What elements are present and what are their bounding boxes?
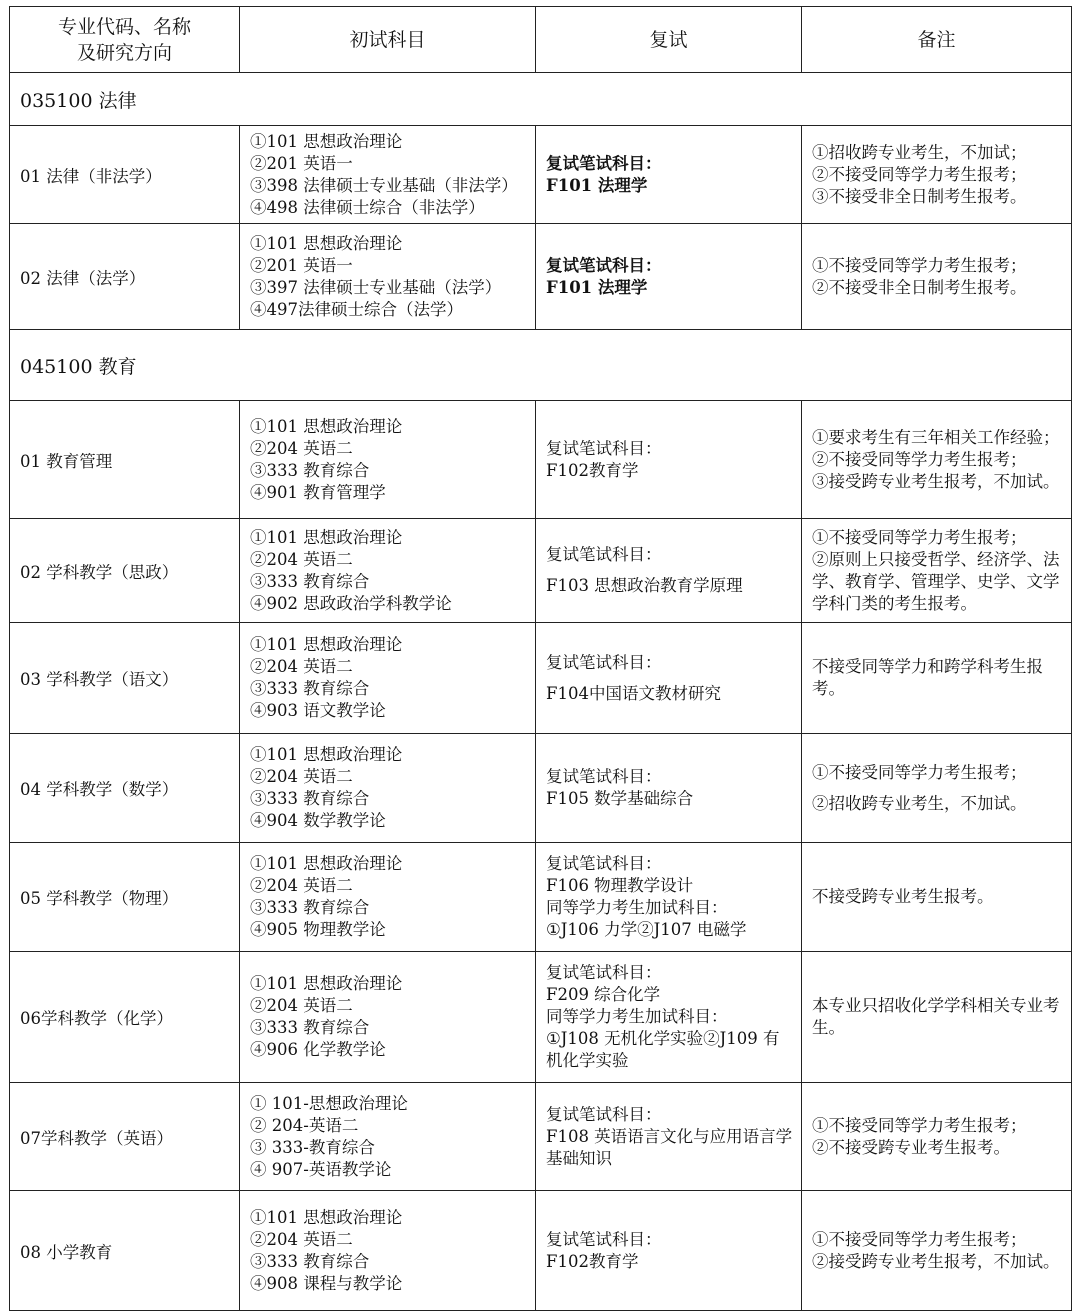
remarks: [802, 401, 1072, 519]
exam-subjects: [240, 519, 536, 623]
retest-subjects-line: 复试笔试科目：: [546, 1104, 662, 1124]
header-exam: 初试科目: [240, 7, 536, 73]
table-row: [10, 1191, 1072, 1311]
remarks-line: ②不接受跨专业考生报考。: [812, 1137, 1010, 1157]
retest-subjects: [536, 1083, 802, 1191]
remarks-line: ①招收跨专业考生，不加试；: [812, 142, 1027, 162]
remarks: [802, 734, 1072, 843]
exam-subjects-line: ①101 思想政治理论: [250, 854, 403, 873]
remarks: [802, 623, 1072, 734]
remarks: [802, 952, 1072, 1083]
remarks-line: ①不接受同等学力考生报考；: [812, 1115, 1027, 1135]
exam-subjects-line: ③333 教育综合: [250, 1018, 370, 1037]
exam-subjects: [240, 1191, 536, 1311]
major-name: 03 学科教学（语文）: [10, 623, 240, 734]
major-name: 02 学科教学（思政）: [10, 519, 240, 623]
retest-subjects: [536, 126, 802, 224]
remarks-line: ①不接受同等学力考生报考；: [812, 762, 1027, 782]
retest-subjects: [536, 843, 802, 952]
exam-subjects-line: ④906 化学教学论: [250, 1040, 386, 1059]
remarks: [802, 519, 1072, 623]
retest-subjects-line: ①J106 力学②J107 电磁学: [546, 920, 747, 939]
exam-subjects-line: ③333 教育综合: [250, 679, 370, 698]
retest-subjects: [536, 952, 802, 1083]
remarks-line: ①不接受同等学力考生报考；: [812, 527, 1027, 547]
exam-subjects-line: ①101 思想政治理论: [250, 527, 403, 547]
retest-subjects-line: 复试笔试科目：: [546, 767, 662, 786]
retest-subjects-line: [546, 566, 793, 575]
remarks-line: ②原则上只接受哲学、经济学、法学、教育学、管理学、史学、文学学科门类的考生报考。: [812, 549, 1060, 613]
retest-subjects: [536, 224, 802, 330]
retest-subjects-line: 复试笔试科目：: [546, 545, 662, 564]
section-title: 045100 教育: [10, 330, 1072, 401]
retest-subjects-line: 同等学力考生加试科目：: [546, 1007, 728, 1026]
exam-subjects-line: ② 204-英语二: [250, 1115, 359, 1135]
exam-subjects-line: ③ 333-教育综合: [250, 1137, 375, 1157]
retest-subjects: [536, 623, 802, 734]
exam-subjects-line: ①101 思想政治理论: [250, 974, 403, 993]
major-name: 04 学科教学（数学）: [10, 734, 240, 843]
retest-subjects-line: F106 物理教学设计: [546, 876, 694, 895]
remarks: [802, 1191, 1072, 1311]
exam-subjects-line: ③333 教育综合: [250, 1251, 370, 1271]
retest-subjects: [536, 1191, 802, 1311]
retest-subjects-line: 复试笔试科目：: [546, 854, 662, 873]
remarks-line: [812, 784, 1063, 793]
remarks-line: ③接受跨专业考生报考，不加试。: [812, 471, 1060, 491]
exam-subjects-line: ②204 英语二: [250, 1229, 353, 1249]
exam-subjects-line: ②204 英语二: [250, 438, 353, 458]
exam-subjects-line: ①101 思想政治理论: [250, 635, 403, 654]
exam-subjects: [240, 1083, 536, 1191]
table-row: [10, 519, 1072, 623]
major-name: 05 学科教学（物理）: [10, 843, 240, 952]
exam-subjects-line: ②204 英语二: [250, 996, 353, 1015]
exam-subjects-line: ③333 教育综合: [250, 898, 370, 917]
exam-subjects: [240, 952, 536, 1083]
exam-subjects-line: ①101 思想政治理论: [250, 131, 403, 151]
exam-subjects-line: ③398 法律硕士专业基础（非法学）: [250, 175, 518, 195]
remarks-line: 不接受跨专业考生报考。: [812, 887, 994, 906]
exam-subjects-line: ④908 课程与教学论: [250, 1273, 403, 1293]
remarks: [802, 843, 1072, 952]
exam-subjects-line: ④901 教育管理学: [250, 482, 386, 502]
retest-subjects-line: 复试笔试科目：: [546, 153, 662, 173]
exam-subjects-line: ③333 教育综合: [250, 789, 370, 808]
exam-subjects-line: ④ 907-英语教学论: [250, 1159, 392, 1179]
table-row: [10, 126, 1072, 224]
exam-subjects-line: ①101 思想政治理论: [250, 416, 403, 436]
retest-subjects-line: F105 数学基础综合: [546, 789, 694, 808]
retest-subjects: [536, 401, 802, 519]
major-name: 01 法律（非法学）: [10, 126, 240, 224]
retest-subjects-line: 复试笔试科目：: [546, 963, 662, 982]
retest-subjects-line: 复试笔试科目：: [546, 255, 662, 275]
remarks-line: ③不接受非全日制考生报考。: [812, 186, 1027, 206]
remarks: [802, 126, 1072, 224]
remarks-line: ②招收跨专业考生，不加试。: [812, 793, 1027, 813]
exam-subjects-line: ① 101-思想政治理论: [250, 1093, 408, 1113]
remarks: [802, 224, 1072, 330]
major-name: 01 教育管理: [10, 401, 240, 519]
retest-subjects-line: F102教育学: [546, 1251, 639, 1271]
remarks-line: 本专业只招收化学学科相关专业考生。: [812, 996, 1060, 1037]
exam-subjects-line: ④905 物理教学论: [250, 920, 386, 939]
table-row: [10, 224, 1072, 330]
section-title: 035100 法律: [10, 73, 1072, 126]
exam-subjects-line: ③333 教育综合: [250, 460, 370, 480]
exam-subjects-line: ②204 英语二: [250, 549, 353, 569]
exam-subjects-line: ②204 英语二: [250, 876, 353, 895]
exam-subjects-line: ④902 思政政治学科教学论: [250, 593, 452, 613]
retest-subjects-line: 复试笔试科目：: [546, 1229, 662, 1249]
header-major: 专业代码、名称 及研究方向: [10, 7, 240, 73]
table-row: [10, 952, 1072, 1083]
table-row: [10, 843, 1072, 952]
exam-subjects: [240, 843, 536, 952]
exam-subjects: [240, 623, 536, 734]
major-name: 08 小学教育: [10, 1191, 240, 1311]
remarks-line: 不接受同等学力和跨学科考生报考。: [812, 657, 1043, 698]
table-row: [10, 623, 1072, 734]
section-header-row: [10, 73, 1072, 126]
remarks-line: ②接受跨专业考生报考，不加试。: [812, 1251, 1060, 1271]
retest-subjects-line: 复试笔试科目：: [546, 652, 662, 672]
retest-subjects-line: ①J108 无机化学实验②J109 有机化学实验: [546, 1029, 780, 1070]
remarks-line: ②不接受非全日制考生报考。: [812, 277, 1027, 297]
exam-subjects-line: ④498 法律硕士综合（非法学）: [250, 197, 485, 217]
retest-subjects-line: F102教育学: [546, 460, 639, 480]
section-header-row: [10, 330, 1072, 401]
exam-subjects-line: ②201 英语一: [250, 255, 353, 275]
exam-subjects-line: ③397 法律硕士专业基础（法学）: [250, 277, 502, 297]
exam-subjects: [240, 401, 536, 519]
exam-subjects-line: ④903 语文教学论: [250, 701, 386, 720]
exam-subjects-line: ①101 思想政治理论: [250, 233, 403, 253]
remarks-line: ①不接受同等学力考生报考；: [812, 1229, 1027, 1249]
major-name: 06学科教学（化学）: [10, 952, 240, 1083]
header-retest: 复试: [536, 7, 802, 73]
admissions-table: [9, 6, 1072, 1311]
retest-subjects-line: F104中国语文教材研究: [546, 683, 721, 703]
remarks-line: ①要求考生有三年相关工作经验；: [812, 427, 1060, 447]
retest-subjects-line: F101 法理学: [546, 277, 648, 297]
exam-subjects-line: ④497法律硕士综合（法学）: [250, 299, 463, 319]
exam-subjects-line: ①101 思想政治理论: [250, 745, 403, 764]
exam-subjects-line: ②204 英语二: [250, 657, 353, 676]
retest-subjects-line: [546, 674, 793, 683]
exam-subjects-line: ②204 英语二: [250, 767, 353, 786]
table-row: [10, 1083, 1072, 1191]
remarks: [802, 1083, 1072, 1191]
retest-subjects-line: F108 英语语言文化与应用语言学基础知识: [546, 1126, 793, 1168]
remarks-line: ②不接受同等学力考生报考；: [812, 164, 1027, 184]
table-row: [10, 734, 1072, 843]
header-row: [10, 7, 1072, 73]
exam-subjects-line: ②201 英语一: [250, 153, 353, 173]
header-notes: 备注: [802, 7, 1072, 73]
major-name: 02 法律（法学）: [10, 224, 240, 330]
retest-subjects-line: F101 法理学: [546, 175, 648, 195]
retest-subjects-line: 同等学力考生加试科目：: [546, 898, 728, 917]
retest-subjects: [536, 734, 802, 843]
retest-subjects-line: F103 思想政治教育学原理: [546, 576, 743, 595]
retest-subjects-line: 复试笔试科目：: [546, 438, 662, 458]
exam-subjects-line: ①101 思想政治理论: [250, 1207, 403, 1227]
remarks-line: ①不接受同等学力考生报考；: [812, 255, 1027, 275]
retest-subjects-line: F209 综合化学: [546, 985, 661, 1004]
retest-subjects: [536, 519, 802, 623]
major-name: 07学科教学（英语）: [10, 1083, 240, 1191]
exam-subjects-line: ④904 数学教学论: [250, 811, 386, 830]
table-row: [10, 401, 1072, 519]
exam-subjects: [240, 126, 536, 224]
exam-subjects-line: ③333 教育综合: [250, 571, 370, 591]
remarks-line: ②不接受同等学力考生报考；: [812, 449, 1027, 469]
exam-subjects: [240, 734, 536, 843]
exam-subjects: [240, 224, 536, 330]
